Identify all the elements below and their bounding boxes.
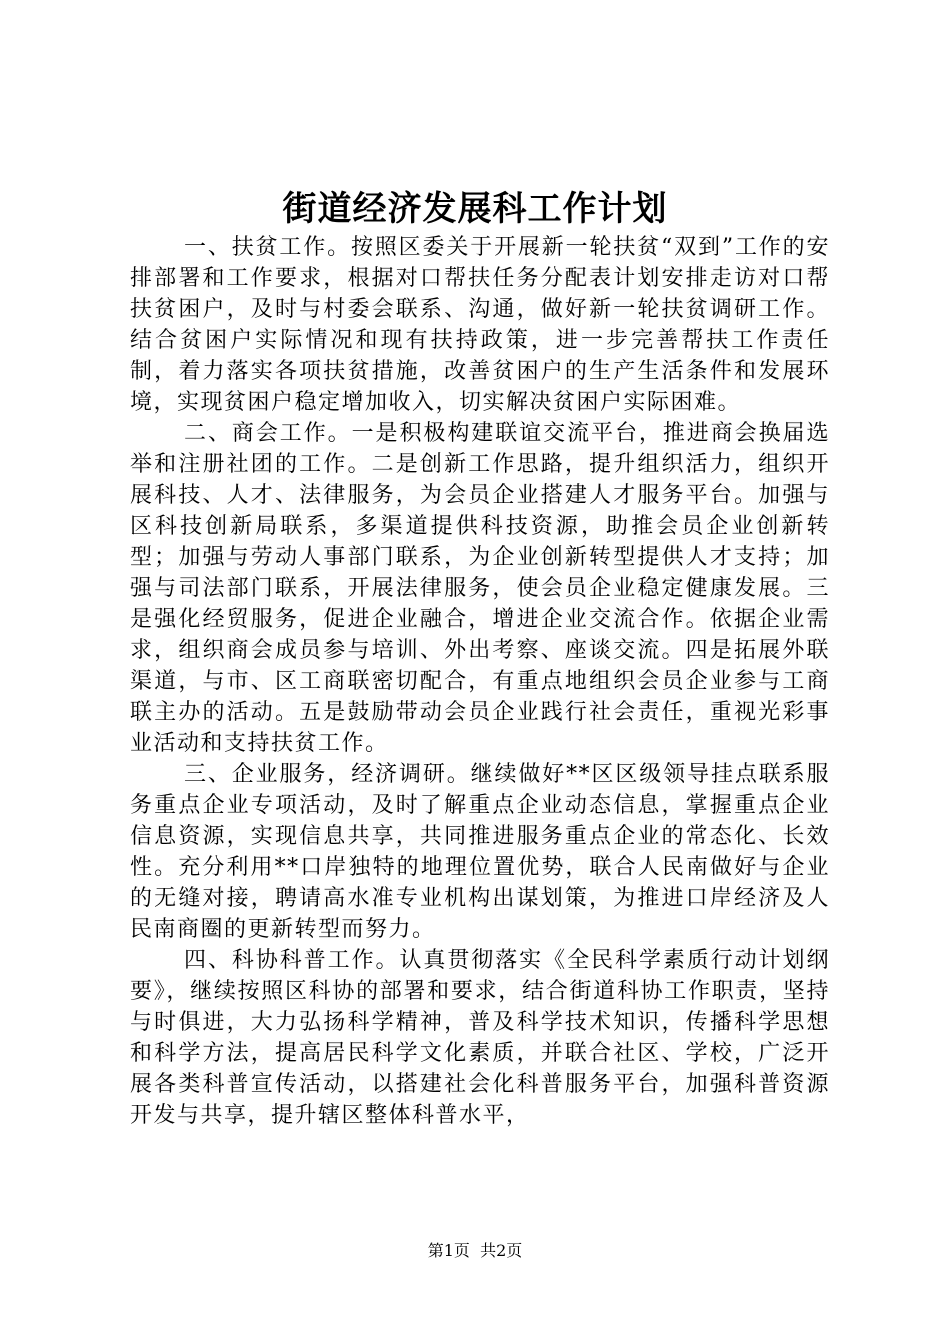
document-title: 街道经济发展科工作计划 (282, 189, 668, 229)
paragraph-science-popularization: 四、科协科普工作。认真贯彻落实《全民科学素质行动计划纲要》，继续按照区科协的部署和要求，结合街道科协工作职责，坚持与时俱进，大力弘扬科学精神，普及科学技术知识，传播科学思想和科学方法，提高居民科学文化素质，并联合社区、学校，广泛开展各类科普宣传活动，以搭建社会化科普服务平台，加强科普资源开发与共享，提升辖区整体科普水平， (130, 948, 830, 1128)
paragraph-poverty-alleviation: 一、扶贫工作。按照区委关于开展新一轮扶贫“双到”工作的安排部署和工作要求，根据对口帮扶任务分配表计划安排走访对口帮扶贫困户，及时与村委会联系、沟通，做好新一轮扶贫调研工作。结合贫困户实际情况和现有扶持政策，进一步完善帮扶工作责任制，着力落实各项扶贫措施，改善贫困户的生产生活条件和发展环境，实现贫困户稳定增加收入，切实解决贫困户实际困难。 (130, 235, 830, 415)
page-footer (0, 1240, 950, 1262)
page-number-current: 第1页 (427, 1241, 470, 1260)
footer-spacer (470, 1241, 480, 1260)
document-body (130, 232, 830, 1131)
page-number-total: 共2页 (480, 1241, 523, 1260)
paragraph-enterprise-service: 三、企业服务，经济调研。继续做好**区区级领导挂点联系服务重点企业专项活动，及时了解重点企业动态信息，掌握重点企业信息资源，实现信息共享，共同推进服务重点企业的常态化、长效性。充分利用**口岸独特的地理位置优势，联合人民南做好与企业的无缝对接，聘请高水准专业机构出谋划策，为推进口岸经济及人民南商圈的更新转型而努力。 (130, 762, 830, 942)
paragraph-chamber-of-commerce: 二、商会工作。一是积极构建联谊交流平台，推进商会换届选举和注册社团的工作。二是创新工作思路，提升组织活力，组织开展科技、人才、法律服务，为会员企业搭建人才服务平台。加强与区科技创新局联系，多渠道提供科技资源，助推会员企业创新转型；加强与劳动人事部门联系，为企业创新转型提供人才支持；加强与司法部门联系，开展法律服务，使会员企业稳定健康发展。三是强化经贸服务，促进企业融合，增进企业交流合作。依据企业需求，组织商会成员参与培训、外出考察、座谈交流。四是拓展外联渠道，与市、区工商联密切配合，有重点地组织会员企业参与工商联主办的活动。五是鼓励带动会员企业践行社会责任，重视光彩事业活动和支持扶贫工作。 (130, 421, 830, 756)
